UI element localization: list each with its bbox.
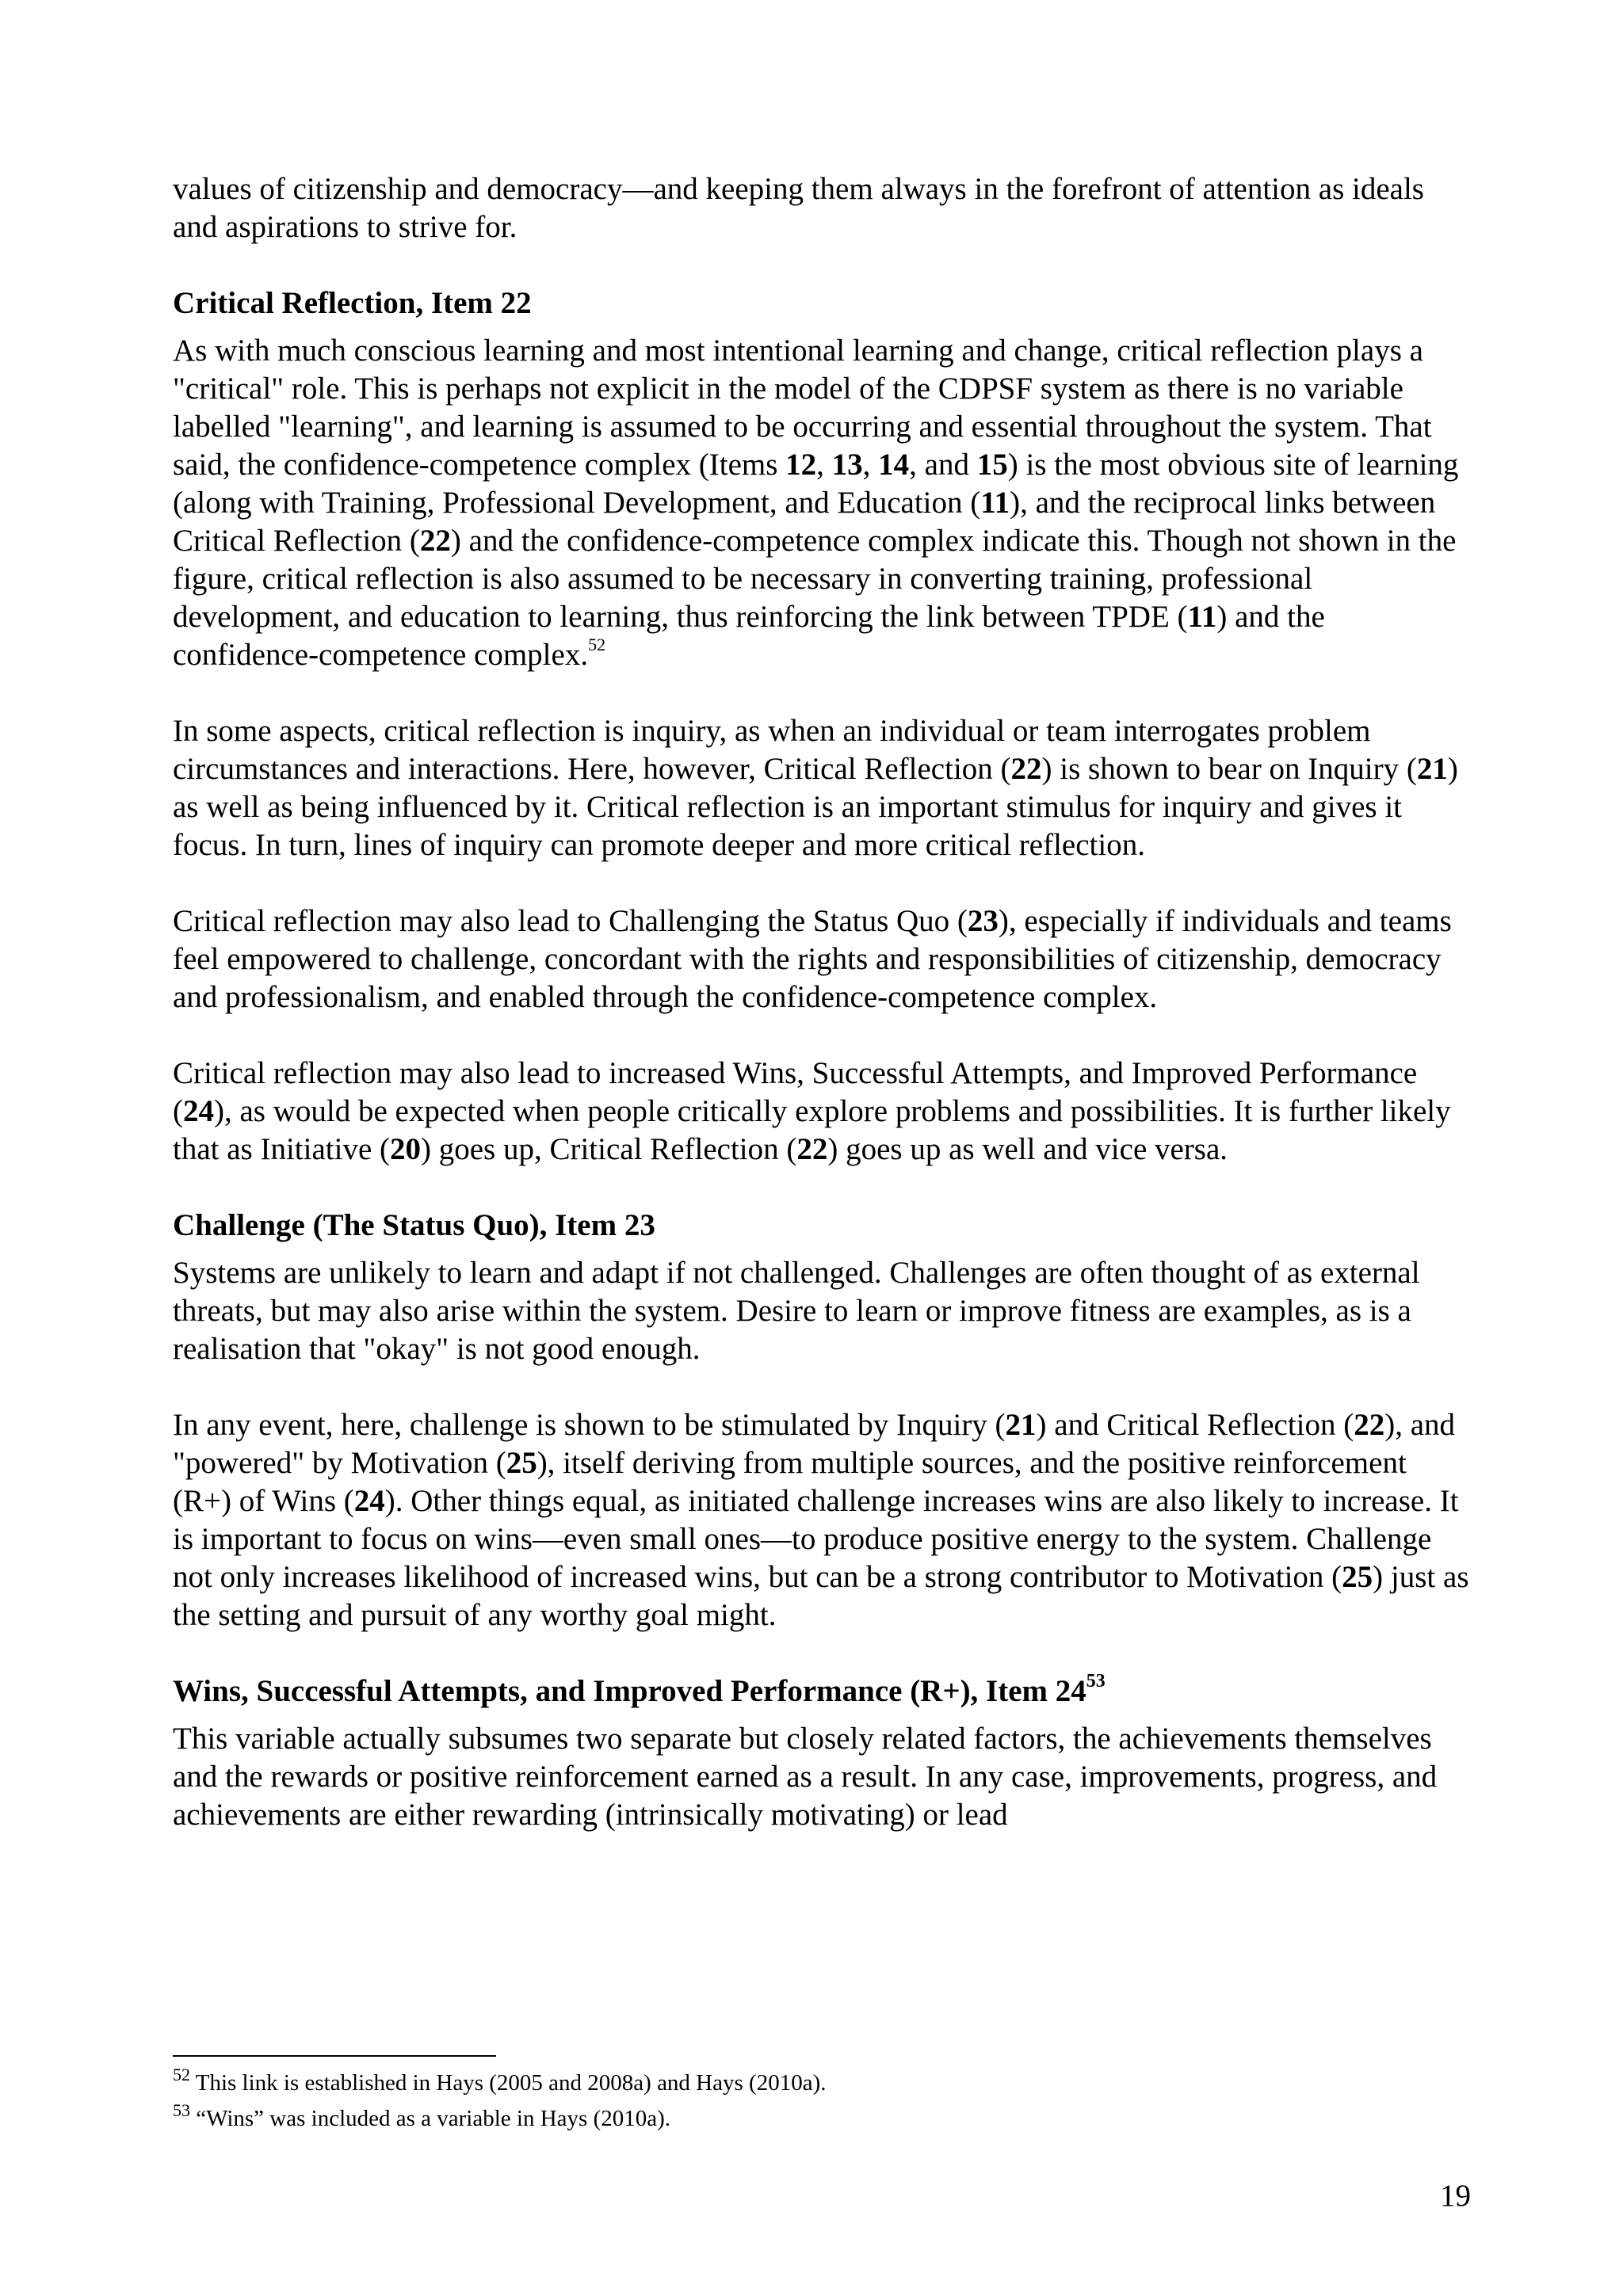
text-run: ), and "powered" by Motivation ( — [173, 1408, 1456, 1480]
critical-reflection-paragraph-4 — [173, 1055, 1472, 1169]
text-run: ). Other things equal, as initiated challenge increases wins are also likely to increase. It is important to focus on wins—even small ones—to produce positive energy to the system. Challenge not only increases likelihood of increased wins, but can be a strong contributor to Motivation ( — [173, 1484, 1459, 1594]
text-run: ) and the confidence-competence complex. — [173, 600, 1325, 672]
heading-critical-reflection: Critical Reflection, Item 22 — [173, 286, 532, 320]
critical-reflection-paragraph-3 — [173, 902, 1472, 1016]
heading-wins-text: Wins, Successful Attempts, and Improved Performance (R+), Item 24 — [173, 1674, 1086, 1708]
text-run: ), as would be expected when people critically explore problems and possibilities. It is further likely that as Initiative ( — [173, 1094, 1451, 1166]
item-number-ref: 25 — [1342, 1560, 1373, 1594]
text-run: ), and the reciprocal links between Critical Reflection ( — [173, 486, 1436, 558]
item-number-ref: 24 — [183, 1094, 214, 1128]
text-run: , and — [909, 448, 977, 482]
challenge-paragraph-2 — [173, 1406, 1472, 1634]
footnote-52-text: This link is established in Hays (2005 and 2008a) and Hays (2010a). — [190, 2070, 827, 2096]
text-run: , — [862, 448, 879, 482]
heading-challenge-status-quo: Challenge (The Status Quo), Item 23 — [173, 1208, 655, 1242]
heading-wins — [173, 1672, 1472, 1711]
footnote-53-text: “Wins” was included as a variable in Hays (2010a). — [190, 2106, 671, 2131]
item-number-ref: 14 — [878, 448, 910, 482]
item-number-ref: 23 — [967, 904, 999, 938]
item-number-ref: 22 — [1354, 1408, 1385, 1442]
text-run: ) and Critical Reflection ( — [1036, 1408, 1354, 1442]
text-run: ) as well as being influenced by it. Critical reflection is an important stimulus for inquiry and gives it focus. In turn, lines of inquiry can promote deeper and more critical reflection. — [173, 752, 1458, 862]
item-number-ref: 20 — [390, 1132, 421, 1166]
critical-reflection-paragraph-1 — [173, 332, 1472, 674]
footnote-separator — [173, 2055, 496, 2057]
text-run: ) goes up, Critical Reflection ( — [421, 1132, 797, 1166]
item-number-ref: 22 — [1010, 752, 1042, 786]
text-run: ), itself deriving from multiple sources, and the positive reinforcement (R+) of Wins ( — [173, 1446, 1407, 1518]
text-run: ) is the most obvious site of learning (along with Training, Professional Development, and Education ( — [173, 448, 1459, 520]
item-number-ref: 11 — [980, 486, 1010, 520]
item-number-ref: 15 — [976, 448, 1008, 482]
text-run: ) is shown to bear on Inquiry ( — [1041, 752, 1417, 786]
item-number-ref: 13 — [831, 448, 863, 482]
item-number-ref: 11 — [1187, 600, 1217, 634]
wins-paragraph-1 — [173, 1720, 1472, 1834]
text-run: ), especially if individuals and teams feel empowered to challenge, concordant with the rights and responsibilities of citizenship, democracy and professionalism, and enabled through the confidence-competence complex. — [173, 904, 1452, 1014]
page-number: 19 — [1440, 2179, 1471, 2213]
challenge-paragraph-1 — [173, 1254, 1472, 1368]
footnotes — [173, 2065, 1472, 2137]
item-number-ref: 22 — [796, 1132, 828, 1166]
text-run: ) goes up as well and vice versa. — [827, 1132, 1228, 1166]
text-run: , — [816, 448, 832, 482]
text-run: In some aspects, critical reflection is inquiry, as when an individual or team interrogates problem circumstances and interactions. Here, however, Critical Reflection ( — [173, 714, 1371, 786]
footnote-ref-52[interactable]: 52 — [588, 635, 606, 654]
text-run: As with much conscious learning and most intentional learning and change, critical reflection plays a "critical" role. This is perhaps not explicit in the model of the CDPSF system as there is no variable labelled "learning", and learning is assumed to be occurring and essential throughout the system. That said, the confidence-competence complex (Items — [173, 334, 1432, 482]
footnote-53-mark: 53 — [173, 2100, 190, 2120]
text-run: Systems are unlikely to learn and adapt if not challenged. Challenges are often thought of as external threats, but may also arise within the system. Desire to learn or improve fitness are examples, as is a realisation that "okay" is not good enough. — [173, 1256, 1420, 1366]
item-number-ref: 24 — [353, 1484, 385, 1518]
item-number-ref: 21 — [1005, 1408, 1037, 1442]
text-run: Critical reflection may also lead to Challenging the Status Quo ( — [173, 904, 968, 938]
footnote-ref-53[interactable]: 53 — [1086, 1671, 1106, 1691]
item-number-ref: 21 — [1416, 752, 1448, 786]
text-run: ) and the confidence-competence complex indicate this. Though not shown in the figure, critical reflection is also assumed to be necessary in converting training, professional development, and education to learning, thus reinforcing the link between TPDE ( — [173, 524, 1457, 634]
footnote-53 — [173, 2101, 1472, 2137]
intro-paragraph: values of citizenship and democracy—and keeping them always in the forefront of attention as ideals and aspirations to strive for. — [173, 172, 1424, 244]
item-number-ref: 25 — [506, 1446, 537, 1480]
footnote-52 — [173, 2065, 1472, 2101]
text-run: Critical reflection may also lead to increased Wins, Successful Attempts, and Improved Performance ( — [173, 1056, 1418, 1128]
text-run: ) just as the setting and pursuit of any worthy goal might. — [173, 1560, 1469, 1632]
text-run: In any event, here, challenge is shown to be stimulated by Inquiry ( — [173, 1408, 1006, 1442]
critical-reflection-paragraph-2 — [173, 712, 1472, 864]
page-body — [173, 170, 1472, 1834]
footnote-52-mark: 52 — [173, 2065, 190, 2084]
item-number-ref: 12 — [785, 448, 817, 482]
text-run: This variable actually subsumes two separate but closely related factors, the achievements themselves and the rewards or positive reinforcement earned as a result. In any case, improvements, progress, and achievements are either rewarding (intrinsically motivating) or lead — [173, 1722, 1438, 1832]
item-number-ref: 22 — [419, 524, 451, 558]
